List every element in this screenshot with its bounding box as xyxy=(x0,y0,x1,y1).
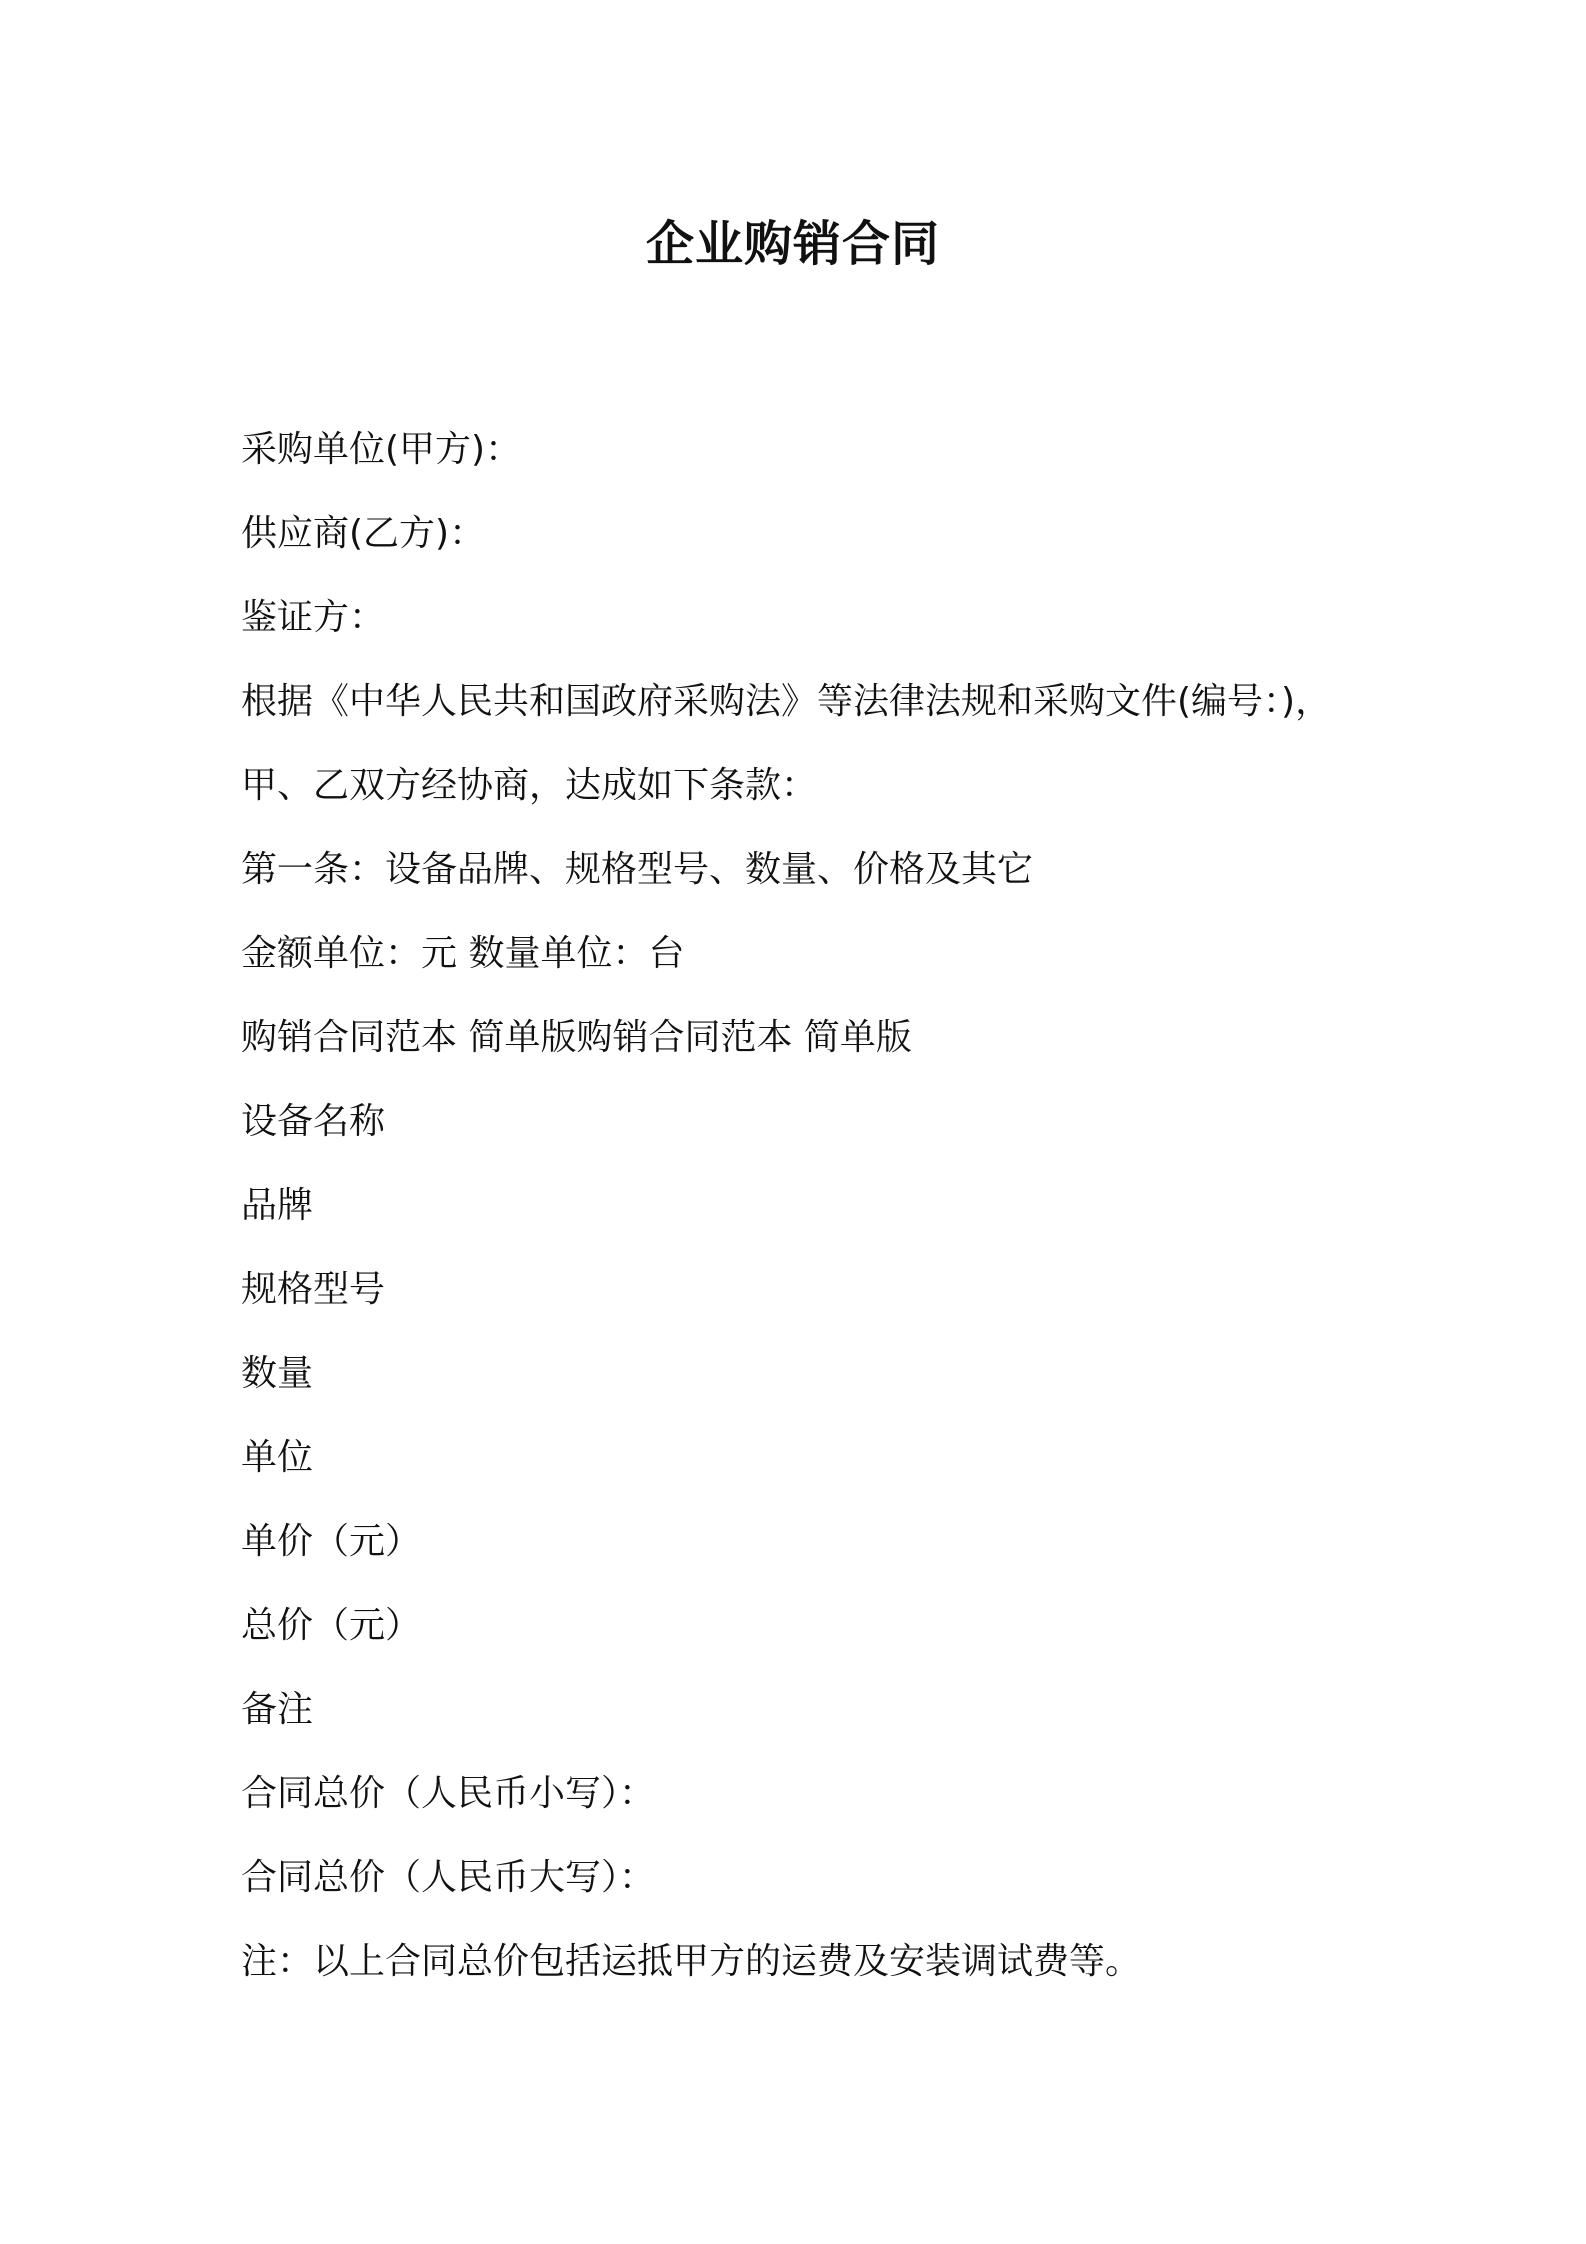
field-brand: 品牌 xyxy=(241,1185,314,1226)
party-a-line: 采购单位(甲方)： xyxy=(241,429,522,470)
document-body xyxy=(241,408,1391,2004)
field-model: 规格型号 xyxy=(241,1269,386,1310)
legal-basis-line: 根据《中华人民共和国政府采购法》等法律法规和采购文件(编号：)， xyxy=(241,681,1332,722)
witness-line: 鉴证方： xyxy=(241,597,386,638)
field-total-price: 总价（元） xyxy=(241,1605,422,1646)
page-title: 企业购销合同 xyxy=(645,216,940,272)
field-quantity: 数量 xyxy=(241,1353,314,1394)
units-line: 金额单位：元 数量单位：台 xyxy=(241,933,685,974)
field-unit: 单位 xyxy=(241,1437,314,1478)
note-line: 注：以上合同总价包括运抵甲方的运费及安装调试费等。 xyxy=(241,1941,1142,1982)
field-remarks: 备注 xyxy=(241,1689,314,1730)
total-uppercase-line: 合同总价（人民币大写）： xyxy=(241,1857,656,1898)
party-b-line: 供应商(乙方)： xyxy=(241,513,486,554)
field-equipment-name: 设备名称 xyxy=(241,1101,386,1142)
field-unit-price: 单价（元） xyxy=(241,1521,422,1562)
template-line: 购销合同范本 简单版购销合同范本 简单版 xyxy=(241,1017,912,1058)
agreement-line: 甲、乙双方经协商，达成如下条款： xyxy=(241,765,818,806)
article-one-line: 第一条：设备品牌、规格型号、数量、价格及其它 xyxy=(241,849,1034,890)
total-lowercase-line: 合同总价（人民币小写）： xyxy=(241,1773,656,1814)
